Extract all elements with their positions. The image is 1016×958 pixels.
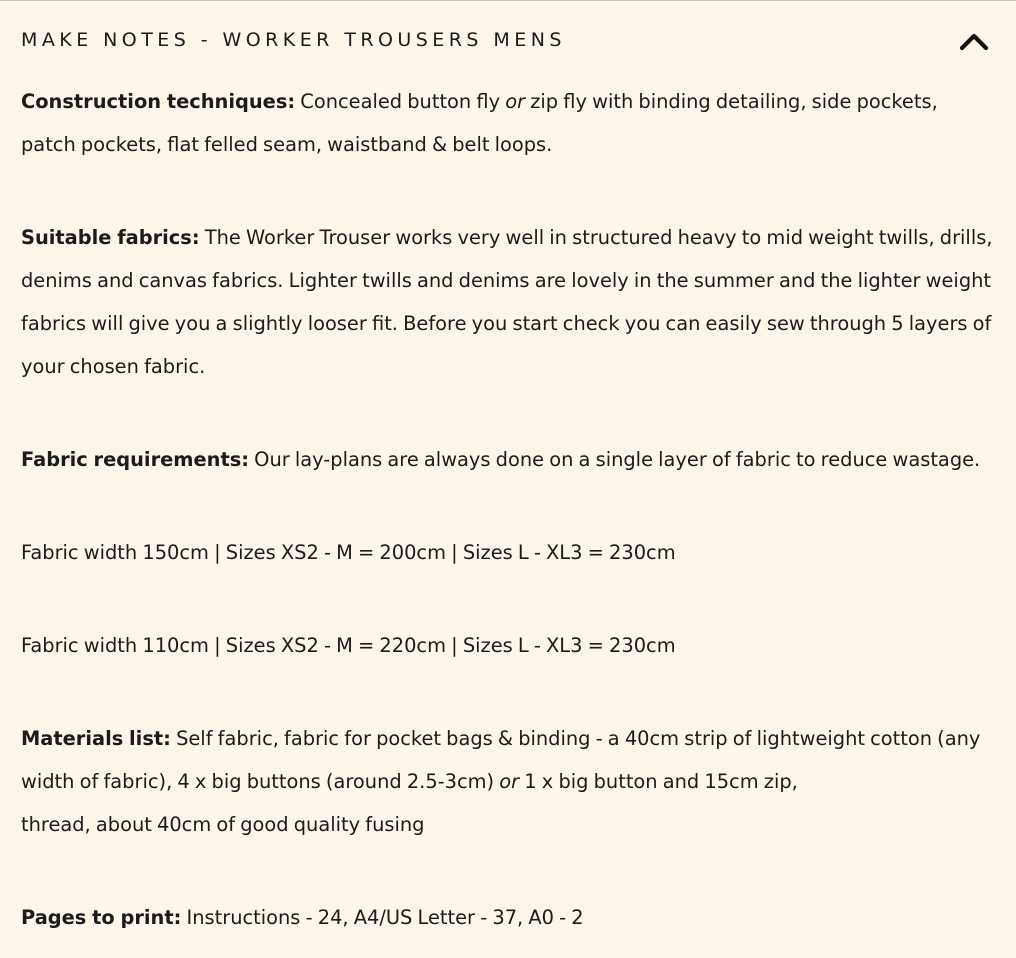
chevron-up-icon[interactable]: [958, 28, 990, 54]
spacer: [21, 574, 995, 624]
materials-or: or: [499, 770, 520, 793]
requirements-text: Our lay-plans are always done on a single layer of fabric to reduce wastage.: [249, 448, 981, 471]
accordion-title[interactable]: MAKE NOTES - WORKER TROUSERS MENS: [21, 29, 566, 51]
construction-or: or: [505, 90, 526, 113]
spacer: [21, 166, 995, 216]
accordion-content: [0, 80, 1016, 939]
spacer: [21, 846, 995, 896]
pages-text: Instructions - 24, A4/US Letter - 37, A0 - 2: [181, 906, 584, 929]
pages-paragraph: [21, 896, 995, 939]
materials-paragraph: [21, 717, 995, 846]
construction-paragraph: [21, 80, 995, 166]
construction-text-2: zip fly with binding detailing, side pockets, patch pockets, flat felled seam, waistband & belt loops.: [21, 90, 938, 156]
construction-text-1: Concealed button fly: [295, 90, 506, 113]
requirements-paragraph: [21, 438, 995, 481]
accordion-header[interactable]: [0, 1, 1016, 80]
materials-label: Materials list:: [21, 727, 171, 750]
requirements-label: Fabric requirements:: [21, 448, 250, 471]
fabrics-paragraph: [21, 216, 995, 388]
fabrics-label: Suitable fabrics:: [21, 226, 200, 249]
fabrics-text: The Worker Trouser works very well in structured heavy to mid weight twills, drills, denims and canvas fabrics. Lighter twills and denims are lovely in the summer and the lighter weight fabrics will give you a slightly looser fit. Before you start check you can easily sew through 5 layers of your chosen fabric.: [21, 226, 993, 378]
fabric-width-110: Fabric width 110cm | Sizes XS2 - M = 220cm | Sizes L - XL3 = 230cm: [21, 634, 676, 657]
materials-text-3: thread, about 40cm of good quality fusing: [21, 813, 425, 836]
spacer: [21, 481, 995, 531]
spacer: [21, 388, 995, 438]
materials-text-1: Self fabric, fabric for pocket bags & binding - a 40cm strip of lightweight cotton (any width of fabric), 4 x big buttons (around 2.5-3cm): [21, 727, 981, 793]
spacer: [21, 667, 995, 717]
fabric-width-150: Fabric width 150cm | Sizes XS2 - M = 200cm | Sizes L - XL3 = 230cm: [21, 541, 676, 564]
materials-text-2: 1 x big button and 15cm zip,: [519, 770, 798, 793]
construction-label: Construction techniques:: [21, 90, 296, 113]
pages-label: Pages to print:: [21, 906, 182, 929]
